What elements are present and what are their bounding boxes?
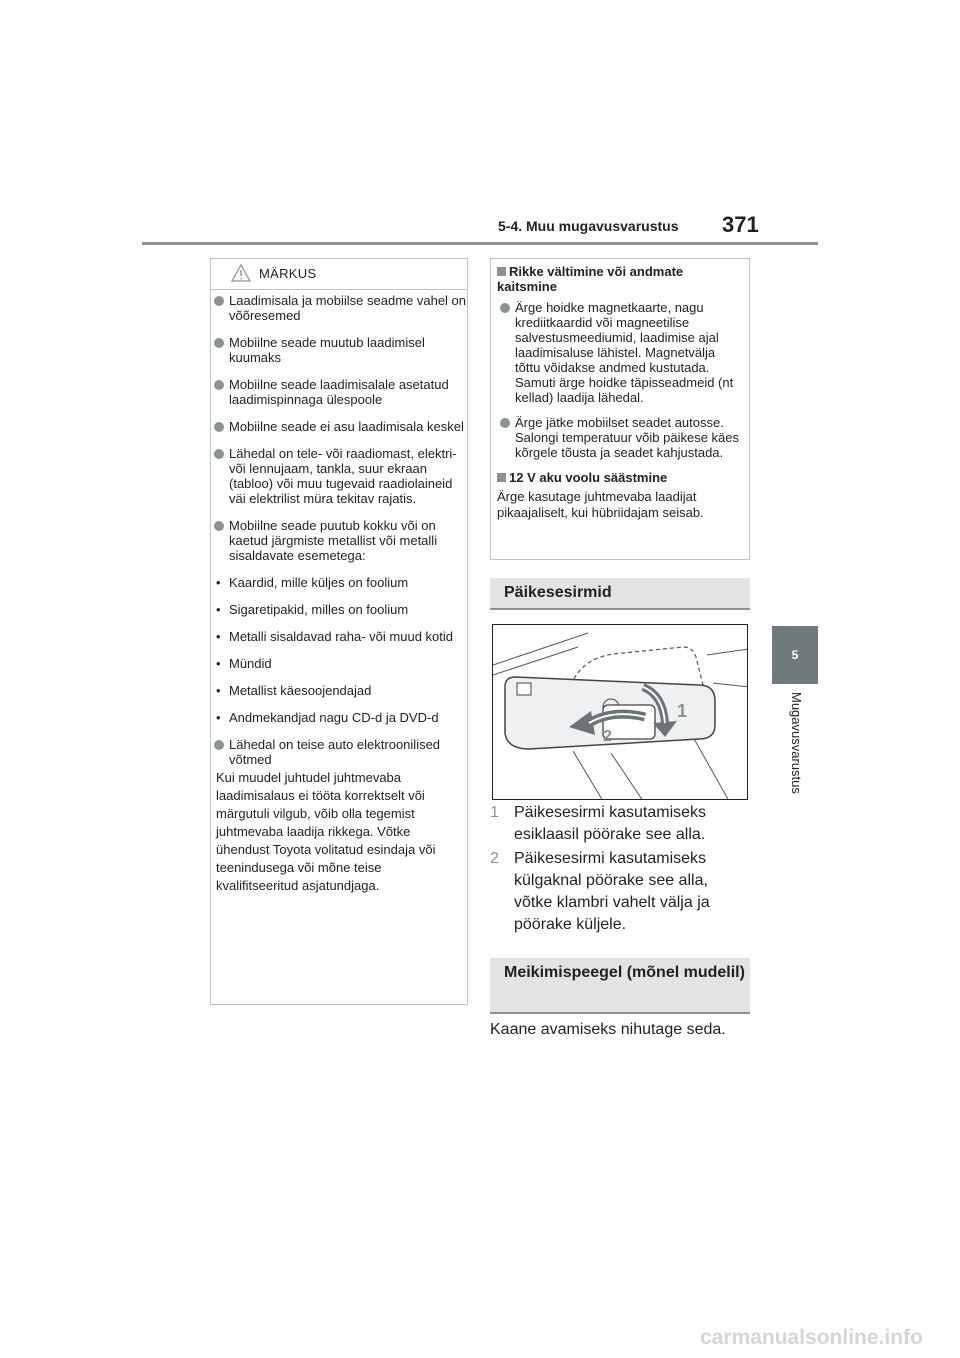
bullet-dot-icon [214,449,224,459]
watermark: carmanualsonline.info [700,1326,923,1349]
notice-bullet: Mobiilne seade puutub kokku või on kaetud järgmiste metallist või metalli sisaldavate esemetega: [211,518,467,563]
info-bullet: Ärge jätke mobiilset seadet autosse. Salongi temperatuur võib päikese käes kõrgele tõusta ja seadet kahjustada. [497,415,743,460]
page-number: 371 [722,212,759,237]
notice-box [210,258,468,1005]
notice-sub-bullet: • Metallist käesoojendajad [216,683,372,698]
figure-label-1: 1 [677,701,688,721]
notice-bullet: Laadimisala ja mobiilse seadme vahel on võõresemed [211,293,467,323]
info-paragraph: Ärge kasutage juhtmevaba laadijat pikaajaliselt, kui hübriidajam seisab. [497,489,704,520]
notice-body [211,291,467,895]
square-bullet-icon [497,267,506,276]
bullet-dot-icon [500,303,510,313]
info-heading: Rikke vältimine või andmate kaitsmine [497,264,684,294]
notice-bullet: Mobiilne seade ei asu laadimisala keskel [211,419,467,434]
sun-visor-drawing [493,625,748,800]
notice-paragraph: Kui muudel juhtudel juhtmevaba laadimisalaus ei tööta korrektselt või märgutuli vilgub, võib olla tegemist juhtmevaba laadija rikkega. Võtke ühendust Toyota volitatud esindaja või teenindusega või mõne teise kvalifitseeritud asjatundjaga. [216,770,436,893]
chapter-label: Mugavusvarustus [789,692,804,794]
notice-bullet: Lähedal on teise auto elektroonilised võtmed [211,737,467,767]
notice-sub-bullet: • Sigaretipakid, milles on foolium [216,602,409,617]
bullet-dot-icon [500,418,510,428]
bullet-dot-icon [214,338,224,348]
chapter-number: 5 [791,648,799,662]
step-text: Päikesesirmi kasutamiseks esiklaasil pöörake see alla. [514,804,707,843]
header-rule [142,242,818,245]
bullet-dot-icon [214,422,224,432]
notice-sub-bullet: • Andmekandjad nagu CD-d ja DVD-d [216,710,439,725]
info-bullet: Ärge hoidke magnetkaarte, nagu krediitkaardid või magneetilise salvestusmeediumid, laadimise ajal laadimisaluse lähistel. Magnetvälja tõttu võidakse andmed kustutada. Samuti ärge hoidke täpisseadmeid (nt kellad) laadija lähedal. [497,300,743,405]
chapter-tab [772,626,818,684]
info-heading: 12 V aku voolu säästmine [497,470,743,485]
notice-bullet: Mobiilne seade laadimisalale asetatud laadimispinnaga ülespoole [211,377,467,407]
notice-bullet: Lähedal on tele- või raadiomast, elektri- või lennujaam, tankla, suur ekraan (tabloo) või muu tugevaid raadiolaineid väi elektrilist müra tekitav rajatis. [211,446,467,506]
section-header: 5-4. Muu mugavusvarustus [498,218,679,234]
notice-sub-bullet: • Mündid [216,656,272,671]
step-item [490,802,750,846]
section-heading-vanity-mirror: Meikimispeegel (mõnel mudelil) [490,958,750,1014]
notice-header [211,259,467,290]
notice-sub-bullet: • Kaardid, mille küljes on foolium [216,575,409,590]
bullet-dot-icon [214,380,224,390]
closing-text: Kaane avamiseks nihutage seda. [490,1021,726,1038]
info-box [490,258,750,560]
section-heading-sun-visors: Päikesesirmid [490,578,750,610]
bullet-dot-icon [214,296,224,306]
sun-visor-illustration [492,624,748,800]
bullet-dot-icon [214,521,224,531]
notice-title: MÄRKUS [259,266,317,281]
step-number: 2 [490,850,499,867]
warning-icon [231,264,251,282]
notice-bullet: Mobiilne seade muutub laadimisel kuumaks [211,335,467,365]
square-bullet-icon [497,473,506,482]
step-item [490,848,750,936]
notice-sub-bullet: • Metalli sisaldavad raha- või muud kotid [216,629,453,644]
bullet-dot-icon [214,740,224,750]
step-number: 1 [490,804,499,821]
figure-label-2: 2 [603,728,612,745]
step-text: Päikesesirmi kasutamiseks külgaknal pöörake see alla, võtke klambri vahelt välja ja pöörake küljele. [514,850,710,933]
